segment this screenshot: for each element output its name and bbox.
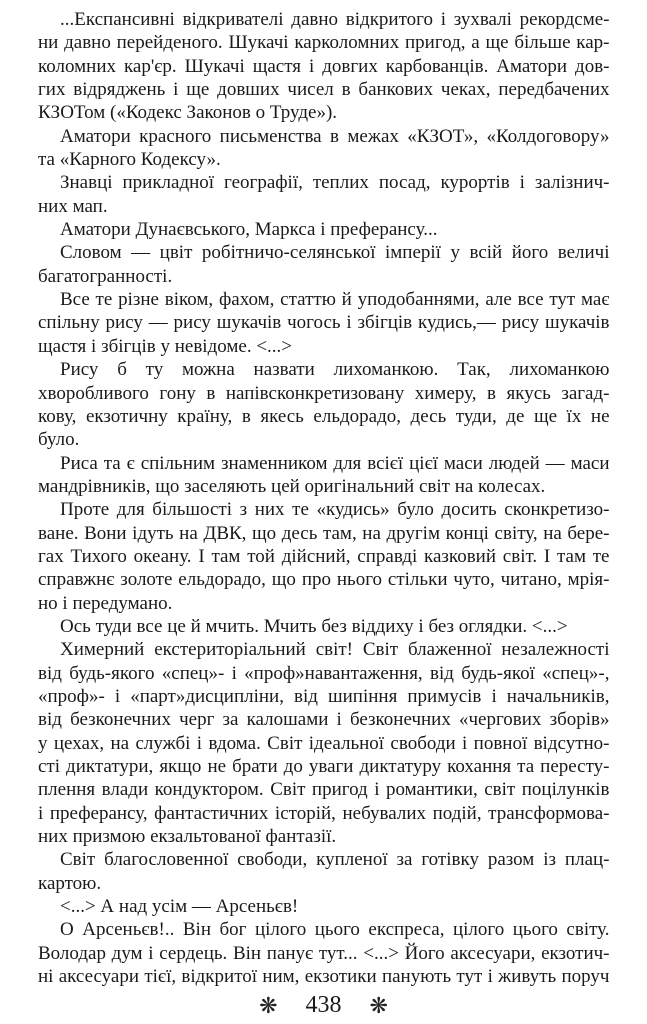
text-line (38, 498, 610, 521)
text-line (38, 918, 610, 941)
text-line-content: гих відряджень і ще довших чисел в банкових чеках, передбачених (38, 79, 610, 101)
text-line (38, 615, 610, 638)
text-line-content: них мап. (38, 195, 108, 217)
paragraph (38, 218, 610, 241)
text-line-content: но і передумано. (38, 592, 173, 614)
text-line-content: коломних кар'єр. Шукачі щастя і довгих карбованців. Аматори дов- (38, 55, 610, 77)
paragraph (38, 288, 610, 358)
text-line (38, 708, 610, 731)
text-line (38, 568, 610, 591)
text-line (38, 592, 610, 615)
book-page-text (38, 8, 610, 988)
text-line-content: кову, екзотичну країну, в якесь ельдорадо, десь туди, де ще їх не (38, 405, 610, 427)
text-line-content: ні аксесуари тієї, відкритої ним, екзотики панують тут і живуть поруч (38, 966, 610, 988)
text-line (38, 101, 610, 124)
text-line-content: Словом — цвіт робітничо-селянської імперії у всій його величі (60, 242, 610, 264)
paragraph (38, 615, 610, 638)
text-line-content: Риса та є спільним знаменником для всієї цієї маси людей — маси (60, 452, 610, 474)
text-line (38, 55, 610, 78)
text-line-content: ...Експансивні відкривателі давно відкритого і зухвалі рекордсме- (60, 9, 610, 30)
text-line-content: Проте для більшості з них те «кудись» було досить сконкретизо- (60, 499, 610, 521)
text-line-content: Володар дум і сердець. Він панує тут... <...> Його аксесуари, екзотич- (38, 942, 610, 964)
text-line (38, 685, 610, 708)
ornament-left-icon: ❋ (259, 993, 278, 1019)
text-line (38, 8, 610, 31)
text-line (38, 311, 610, 334)
text-line-content: Світ благословенної свободи, купленої за готівку разом із плац- (60, 849, 610, 871)
text-line (38, 171, 610, 194)
text-line-content: багатогранності. (38, 265, 173, 287)
text-line (38, 755, 610, 778)
page-number: 438 (305, 992, 342, 1018)
text-line (38, 452, 610, 475)
paragraph (38, 358, 610, 451)
text-line (38, 778, 610, 801)
text-line-content: хворобливого гону в напівсконкретизовану химеру, в якусь загад- (38, 382, 610, 404)
text-line (38, 848, 610, 871)
text-line (38, 638, 610, 661)
paragraph (38, 918, 610, 988)
text-line-content: справжнє золоте ельдорадо, що про нього стільки чуто, читано, мрія- (38, 569, 610, 591)
text-line (38, 732, 610, 755)
paragraph (38, 895, 610, 918)
text-line (38, 545, 610, 568)
text-line-content: мандрівників, що заселяють цей оригінальний світ на колесах. (38, 475, 546, 497)
text-line-content: них призмою екзальтованої фантазії. (38, 826, 337, 848)
paragraph (38, 848, 610, 895)
text-line-content: від безконечних черг за калошами і безконечних «чергових зборів» (38, 709, 610, 731)
page-footer (0, 992, 647, 1019)
text-line-content: Рису б ту можна назвати лихоманкою. Так, лихоманкою (60, 359, 610, 381)
text-line (38, 802, 610, 825)
text-line-content: Ось туди все це й мчить. Мчить без віддиху і без оглядки. <...> (60, 615, 568, 637)
text-line (38, 125, 610, 148)
text-line (38, 942, 610, 965)
text-line (38, 405, 610, 428)
text-line (38, 428, 610, 451)
text-line (38, 522, 610, 545)
text-line (38, 288, 610, 311)
text-line (38, 265, 610, 288)
text-line (38, 825, 610, 848)
text-line (38, 475, 610, 498)
text-line-content: ни давно перейденого. Шукачі карколомних пригод, а ще більше кар- (38, 32, 610, 54)
text-line-content: і преферансу, фантастичних історій, небувалих подій, трансформова- (38, 802, 610, 824)
text-line (38, 965, 610, 988)
text-line (38, 218, 610, 241)
paragraph (38, 452, 610, 499)
text-line-content: щастя і збігців у невідоме. <...> (38, 335, 293, 357)
text-line-content: спільну рису — рису шукачів чогось і збігців кудись,— рису шукачів (38, 312, 610, 334)
text-line-content: «проф»- і «парт»дисципліни, від шипіння примусів і начальників, (38, 685, 610, 707)
text-line-content: було. (38, 429, 80, 451)
text-line-content: у цехах, на службі і вдома. Світ ідеальної свободи і повної відсутно- (38, 732, 610, 754)
text-line (38, 872, 610, 895)
text-line-content: <...> А над усім — Арсеньєв! (60, 896, 299, 918)
text-line-content: Все те різне віком, фахом, статтю й уподобаннями, але все тут має (60, 289, 610, 311)
text-line-content: ване. Вони ідуть на ДВК, що десь там, на другім конці світу, на бере- (38, 522, 610, 544)
text-line (38, 358, 610, 381)
text-line-content: КЗОТом («Кодекс Законов о Труде»). (38, 102, 338, 124)
text-line (38, 241, 610, 264)
text-line (38, 662, 610, 685)
text-line-content: від будь-якого «спец»- і «проф»навантаження, від будь-якої «спец»-, (38, 662, 610, 684)
text-line-content: Аматори Дунаєвського, Маркса і преферансу... (60, 219, 438, 241)
paragraph (38, 171, 610, 218)
paragraph (38, 638, 610, 848)
text-line-content: картою. (38, 872, 102, 894)
paragraph (38, 498, 610, 615)
paragraph (38, 125, 610, 172)
text-line (38, 335, 610, 358)
text-line (38, 78, 610, 101)
text-line-content: плення влади кондуктором. Світ пригод і романтики, світ поцілунків (38, 779, 610, 801)
text-line (38, 31, 610, 54)
text-line (38, 895, 610, 918)
paragraph (38, 8, 610, 125)
text-line-content: сті диктатури, якщо не брати до уваги диктатуру кохання та пересту- (38, 756, 610, 777)
text-line-content: О Арсеньєв!.. Він бог цілого цього експреса, цілого цього світу. (60, 919, 610, 941)
text-line-content: Аматори красного письменства в межах «КЗОТ», «Колдоговору» (60, 125, 610, 147)
text-line-content: та «Карного Кодексу». (38, 149, 221, 171)
ornament-right-icon: ❋ (369, 993, 388, 1019)
text-line (38, 382, 610, 405)
paragraph (38, 241, 610, 288)
text-line-content: Химерний екстериторіальний світ! Світ блаженної незалежності (60, 639, 610, 661)
text-line-content: гах Тихого океану. І там той дійсний, справді казковий світ. І там те (38, 545, 610, 567)
text-line (38, 148, 610, 171)
text-line-content: Знавці прикладної географії, теплих посад, курортів і залізнич- (60, 172, 610, 194)
text-line (38, 195, 610, 218)
